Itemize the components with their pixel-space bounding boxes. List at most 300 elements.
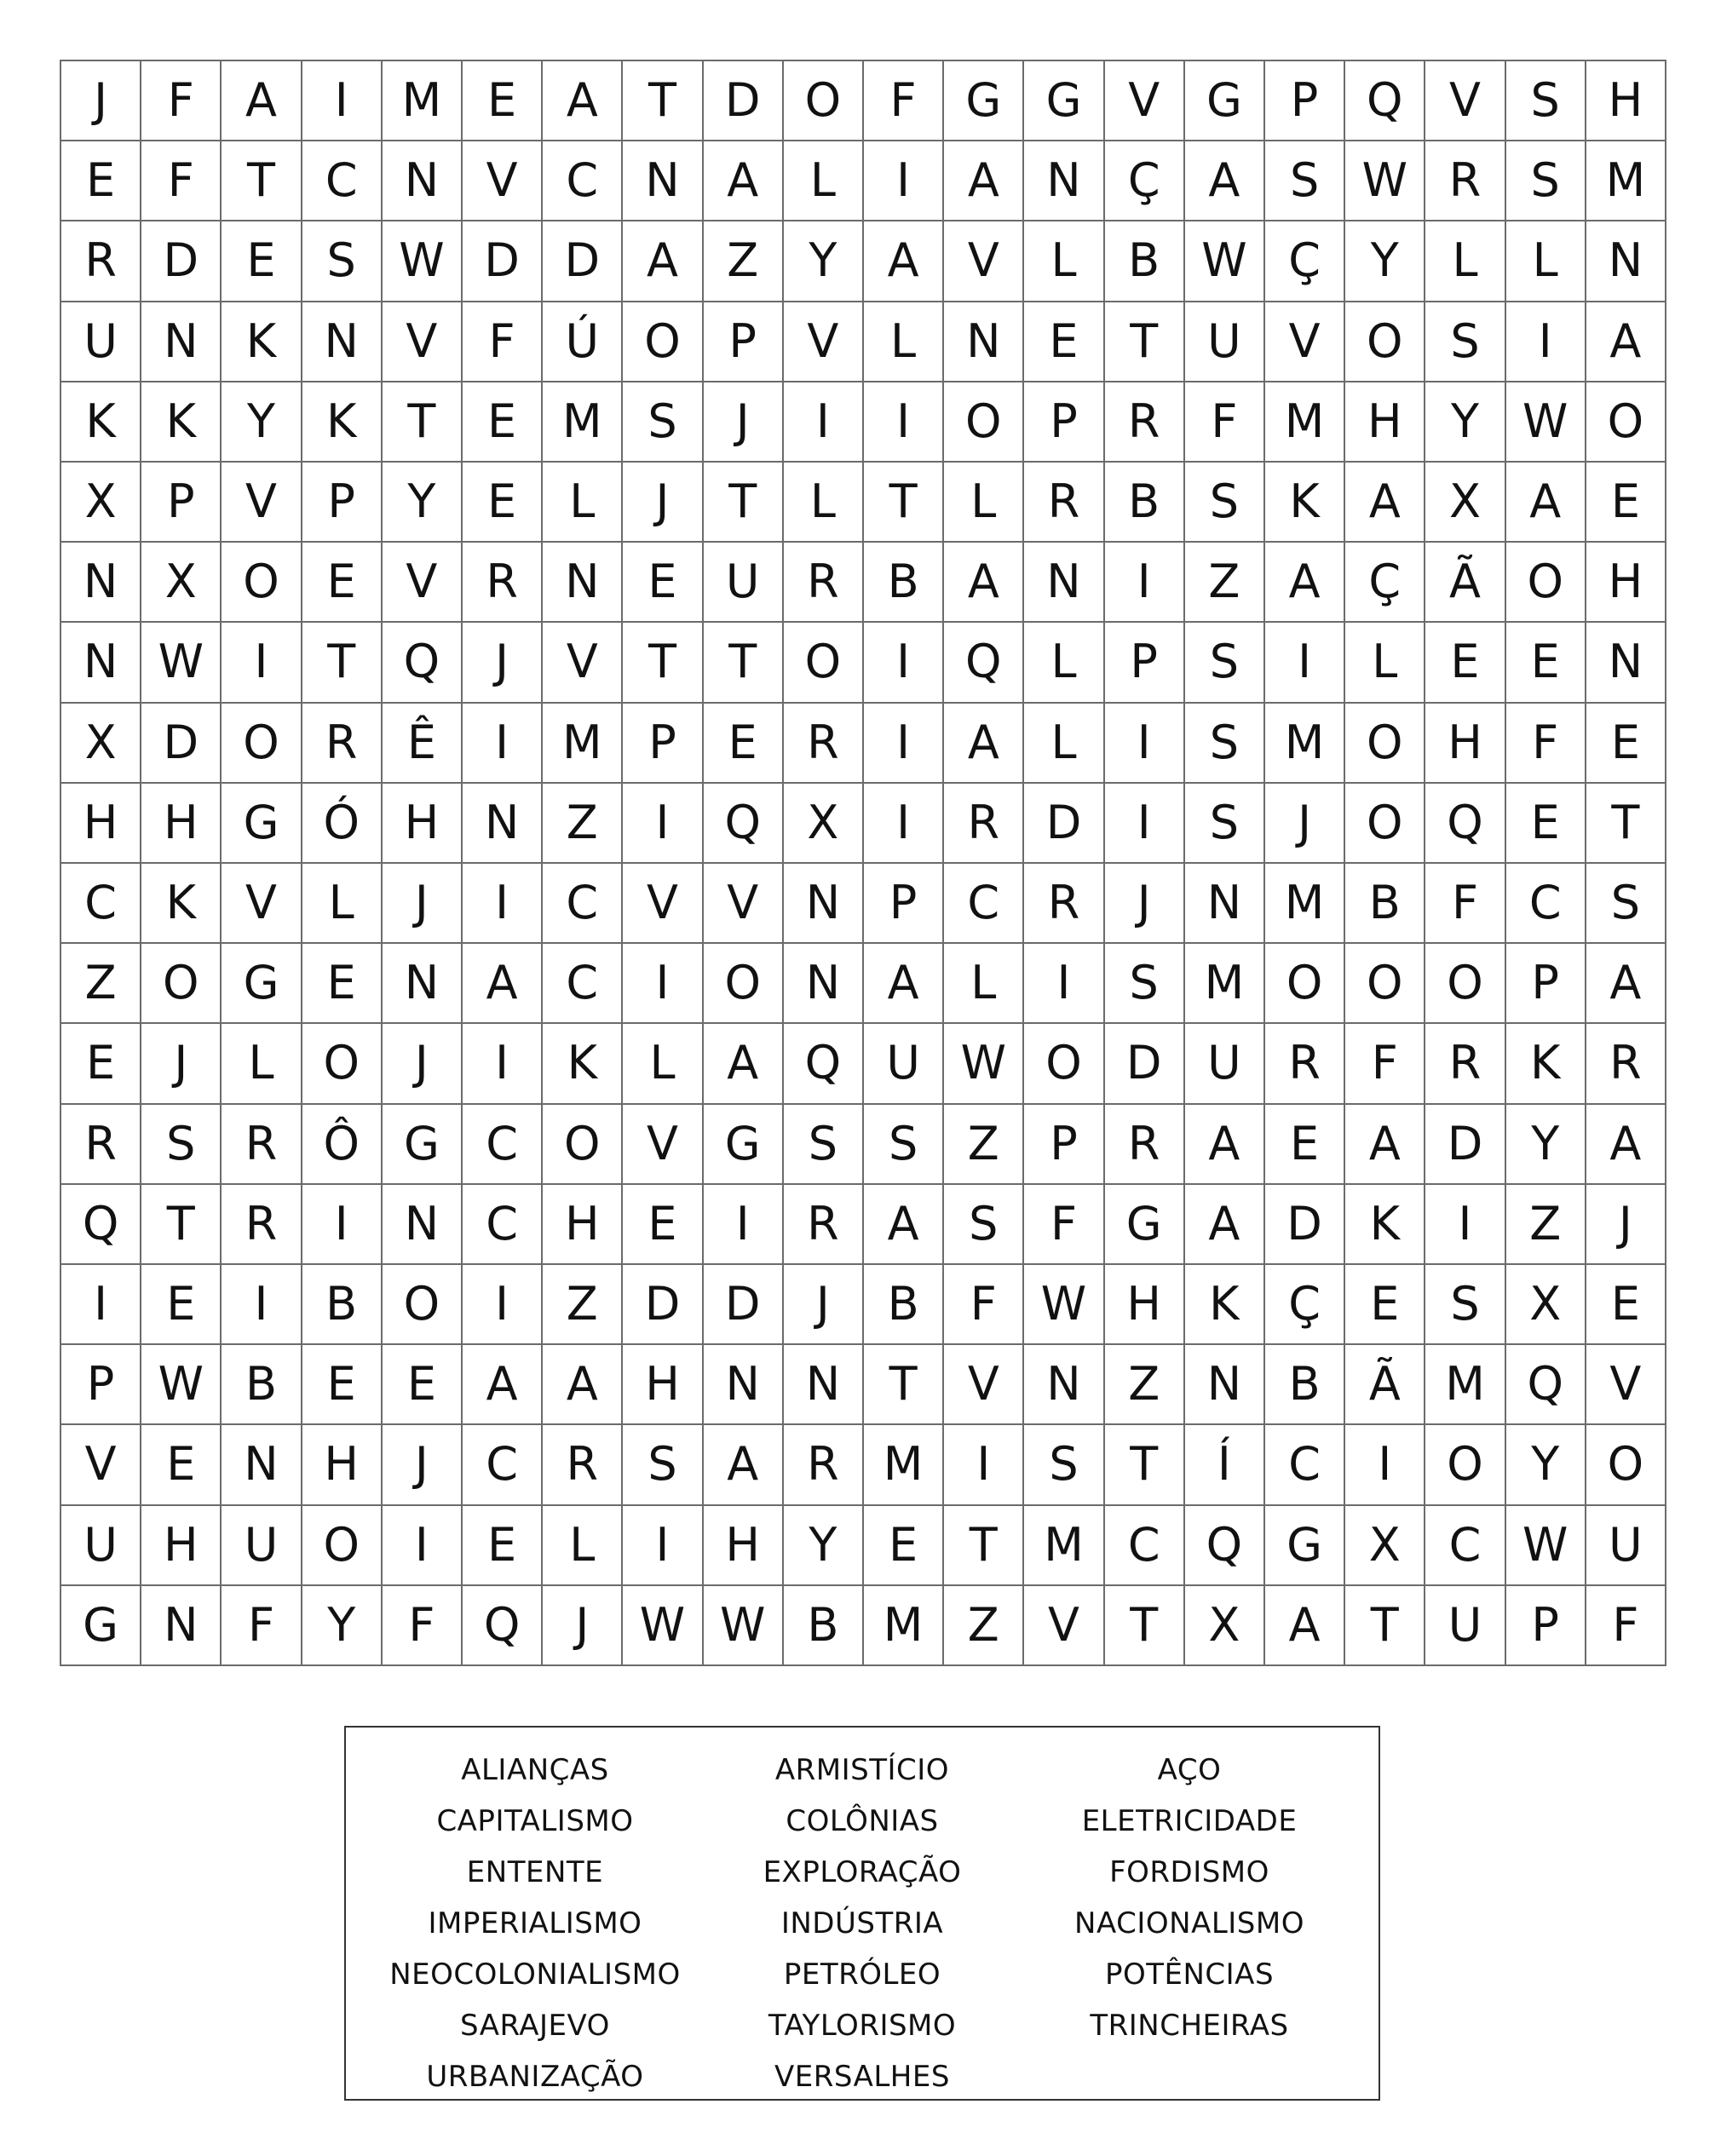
- grid-cell[interactable]: Q: [944, 623, 1024, 703]
- grid-cell[interactable]: I: [944, 1425, 1024, 1505]
- grid-cell[interactable]: E: [704, 704, 784, 784]
- grid-cell[interactable]: E: [463, 61, 543, 141]
- grid-cell[interactable]: L: [944, 944, 1024, 1024]
- grid-cell[interactable]: N: [141, 302, 222, 382]
- grid-cell[interactable]: N: [543, 543, 623, 623]
- grid-cell[interactable]: H: [141, 1506, 222, 1586]
- grid-cell[interactable]: W: [1506, 382, 1586, 463]
- grid-cell[interactable]: S: [944, 1185, 1024, 1265]
- grid-cell[interactable]: S: [1185, 623, 1265, 703]
- grid-cell[interactable]: S: [1506, 141, 1586, 221]
- grid-cell[interactable]: I: [1345, 1425, 1425, 1505]
- grid-cell[interactable]: D: [463, 221, 543, 302]
- grid-cell[interactable]: N: [383, 141, 463, 221]
- grid-cell[interactable]: S: [1105, 944, 1185, 1024]
- grid-cell[interactable]: S: [623, 382, 703, 463]
- grid-cell[interactable]: H: [1105, 1265, 1185, 1345]
- grid-cell[interactable]: N: [383, 944, 463, 1024]
- grid-cell[interactable]: R: [1105, 382, 1185, 463]
- grid-cell[interactable]: E: [302, 1345, 383, 1425]
- grid-cell[interactable]: A: [463, 1345, 543, 1425]
- grid-cell[interactable]: J: [1586, 1185, 1666, 1265]
- grid-cell[interactable]: N: [302, 302, 383, 382]
- grid-cell[interactable]: I: [1105, 784, 1185, 864]
- grid-cell[interactable]: R: [1425, 141, 1505, 221]
- grid-cell[interactable]: V: [383, 302, 463, 382]
- grid-cell[interactable]: N: [784, 944, 864, 1024]
- grid-cell[interactable]: V: [222, 463, 302, 543]
- grid-cell[interactable]: H: [1425, 704, 1505, 784]
- grid-cell[interactable]: V: [1265, 302, 1345, 382]
- grid-cell[interactable]: B: [784, 1586, 864, 1666]
- grid-cell[interactable]: R: [61, 221, 141, 302]
- grid-cell[interactable]: Ç: [1265, 221, 1345, 302]
- grid-cell[interactable]: O: [784, 61, 864, 141]
- grid-cell[interactable]: V: [61, 1425, 141, 1505]
- grid-cell[interactable]: S: [302, 221, 383, 302]
- grid-cell[interactable]: A: [1345, 1105, 1425, 1185]
- grid-cell[interactable]: Q: [463, 1586, 543, 1666]
- grid-cell[interactable]: C: [61, 864, 141, 944]
- grid-cell[interactable]: E: [141, 1265, 222, 1345]
- grid-cell[interactable]: D: [1105, 1024, 1185, 1104]
- grid-cell[interactable]: T: [623, 61, 703, 141]
- grid-cell[interactable]: V: [944, 1345, 1024, 1425]
- grid-cell[interactable]: H: [302, 1425, 383, 1505]
- grid-cell[interactable]: A: [704, 1425, 784, 1505]
- grid-cell[interactable]: S: [1425, 302, 1505, 382]
- grid-cell[interactable]: O: [302, 1024, 383, 1104]
- grid-cell[interactable]: J: [383, 1024, 463, 1104]
- grid-cell[interactable]: M: [1265, 864, 1345, 944]
- grid-cell[interactable]: Q: [704, 784, 784, 864]
- grid-cell[interactable]: E: [463, 382, 543, 463]
- grid-cell[interactable]: Ç: [1105, 141, 1185, 221]
- grid-cell[interactable]: E: [222, 221, 302, 302]
- grid-cell[interactable]: N: [222, 1425, 302, 1505]
- grid-cell[interactable]: N: [784, 864, 864, 944]
- grid-cell[interactable]: O: [1345, 704, 1425, 784]
- grid-cell[interactable]: P: [61, 1345, 141, 1425]
- grid-cell[interactable]: F: [944, 1265, 1024, 1345]
- grid-cell[interactable]: A: [543, 61, 623, 141]
- grid-cell[interactable]: Z: [543, 784, 623, 864]
- grid-cell[interactable]: N: [944, 302, 1024, 382]
- grid-cell[interactable]: U: [864, 1024, 944, 1104]
- grid-cell[interactable]: E: [61, 141, 141, 221]
- grid-cell[interactable]: U: [222, 1506, 302, 1586]
- grid-cell[interactable]: M: [543, 382, 623, 463]
- grid-cell[interactable]: W: [383, 221, 463, 302]
- grid-cell[interactable]: L: [1345, 623, 1425, 703]
- grid-cell[interactable]: E: [302, 944, 383, 1024]
- grid-cell[interactable]: R: [1024, 463, 1104, 543]
- grid-cell[interactable]: S: [1265, 141, 1345, 221]
- grid-cell[interactable]: P: [623, 704, 703, 784]
- grid-cell[interactable]: P: [864, 864, 944, 944]
- grid-cell[interactable]: C: [1425, 1506, 1505, 1586]
- grid-cell[interactable]: P: [1506, 944, 1586, 1024]
- grid-cell[interactable]: I: [704, 1185, 784, 1265]
- grid-cell[interactable]: I: [623, 944, 703, 1024]
- grid-cell[interactable]: I: [222, 1265, 302, 1345]
- grid-cell[interactable]: F: [1345, 1024, 1425, 1104]
- grid-cell[interactable]: O: [141, 944, 222, 1024]
- grid-cell[interactable]: F: [864, 61, 944, 141]
- grid-cell[interactable]: F: [1185, 382, 1265, 463]
- grid-cell[interactable]: O: [1425, 944, 1505, 1024]
- grid-cell[interactable]: V: [623, 1105, 703, 1185]
- grid-cell[interactable]: P: [704, 302, 784, 382]
- grid-cell[interactable]: Q: [1185, 1506, 1265, 1586]
- grid-cell[interactable]: Ê: [383, 704, 463, 784]
- grid-cell[interactable]: C: [1105, 1506, 1185, 1586]
- grid-cell[interactable]: Í: [1185, 1425, 1265, 1505]
- grid-cell[interactable]: S: [784, 1105, 864, 1185]
- grid-cell[interactable]: T: [1105, 302, 1185, 382]
- grid-cell[interactable]: R: [222, 1185, 302, 1265]
- grid-cell[interactable]: P: [141, 463, 222, 543]
- grid-cell[interactable]: N: [1024, 1345, 1104, 1425]
- grid-cell[interactable]: O: [1345, 302, 1425, 382]
- grid-cell[interactable]: T: [1105, 1586, 1185, 1666]
- grid-cell[interactable]: J: [383, 864, 463, 944]
- grid-cell[interactable]: H: [543, 1185, 623, 1265]
- grid-cell[interactable]: E: [864, 1506, 944, 1586]
- grid-cell[interactable]: A: [623, 221, 703, 302]
- grid-cell[interactable]: M: [1425, 1345, 1505, 1425]
- grid-cell[interactable]: N: [1586, 623, 1666, 703]
- grid-cell[interactable]: Y: [222, 382, 302, 463]
- grid-cell[interactable]: Q: [383, 623, 463, 703]
- grid-cell[interactable]: Z: [61, 944, 141, 1024]
- grid-cell[interactable]: V: [1425, 61, 1505, 141]
- grid-cell[interactable]: U: [704, 543, 784, 623]
- grid-cell[interactable]: X: [1345, 1506, 1425, 1586]
- grid-cell[interactable]: D: [704, 1265, 784, 1345]
- grid-cell[interactable]: K: [61, 382, 141, 463]
- grid-cell[interactable]: Ó: [302, 784, 383, 864]
- grid-cell[interactable]: Y: [784, 221, 864, 302]
- grid-cell[interactable]: Z: [704, 221, 784, 302]
- grid-cell[interactable]: U: [1185, 302, 1265, 382]
- grid-cell[interactable]: O: [1425, 1425, 1505, 1505]
- grid-cell[interactable]: L: [784, 141, 864, 221]
- grid-cell[interactable]: Z: [944, 1586, 1024, 1666]
- grid-cell[interactable]: V: [784, 302, 864, 382]
- grid-cell[interactable]: F: [383, 1586, 463, 1666]
- grid-cell[interactable]: K: [1185, 1265, 1265, 1345]
- grid-cell[interactable]: R: [543, 1425, 623, 1505]
- grid-cell[interactable]: A: [1345, 463, 1425, 543]
- grid-cell[interactable]: H: [623, 1345, 703, 1425]
- grid-cell[interactable]: O: [222, 543, 302, 623]
- grid-cell[interactable]: I: [302, 1185, 383, 1265]
- grid-cell[interactable]: X: [1506, 1265, 1586, 1345]
- grid-cell[interactable]: W: [141, 1345, 222, 1425]
- grid-cell[interactable]: L: [864, 302, 944, 382]
- grid-cell[interactable]: I: [864, 784, 944, 864]
- grid-cell[interactable]: A: [222, 61, 302, 141]
- grid-cell[interactable]: F: [1425, 864, 1505, 944]
- grid-cell[interactable]: W: [1506, 1506, 1586, 1586]
- grid-cell[interactable]: C: [543, 944, 623, 1024]
- grid-cell[interactable]: E: [1506, 784, 1586, 864]
- grid-cell[interactable]: P: [1024, 1105, 1104, 1185]
- grid-cell[interactable]: Q: [61, 1185, 141, 1265]
- grid-cell[interactable]: N: [61, 623, 141, 703]
- grid-cell[interactable]: M: [543, 704, 623, 784]
- grid-cell[interactable]: K: [222, 302, 302, 382]
- grid-cell[interactable]: I: [864, 382, 944, 463]
- grid-cell[interactable]: T: [704, 623, 784, 703]
- grid-cell[interactable]: H: [383, 784, 463, 864]
- grid-cell[interactable]: R: [784, 543, 864, 623]
- grid-cell[interactable]: E: [1586, 1265, 1666, 1345]
- grid-cell[interactable]: N: [1024, 543, 1104, 623]
- grid-cell[interactable]: A: [944, 543, 1024, 623]
- grid-cell[interactable]: Y: [1425, 382, 1505, 463]
- grid-cell[interactable]: I: [864, 141, 944, 221]
- grid-cell[interactable]: J: [704, 382, 784, 463]
- grid-cell[interactable]: T: [1105, 1425, 1185, 1505]
- grid-cell[interactable]: P: [1265, 61, 1345, 141]
- grid-cell[interactable]: Y: [1345, 221, 1425, 302]
- grid-cell[interactable]: I: [623, 784, 703, 864]
- grid-cell[interactable]: X: [1425, 463, 1505, 543]
- grid-cell[interactable]: C: [543, 864, 623, 944]
- grid-cell[interactable]: F: [141, 141, 222, 221]
- grid-cell[interactable]: B: [1345, 864, 1425, 944]
- grid-cell[interactable]: E: [383, 1345, 463, 1425]
- grid-cell[interactable]: G: [1024, 61, 1104, 141]
- grid-cell[interactable]: N: [1024, 141, 1104, 221]
- grid-cell[interactable]: C: [543, 141, 623, 221]
- grid-cell[interactable]: O: [1265, 944, 1345, 1024]
- grid-cell[interactable]: I: [302, 61, 383, 141]
- grid-cell[interactable]: K: [543, 1024, 623, 1104]
- grid-cell[interactable]: R: [1425, 1024, 1505, 1104]
- grid-cell[interactable]: F: [1586, 1586, 1666, 1666]
- grid-cell[interactable]: T: [302, 623, 383, 703]
- grid-cell[interactable]: T: [1586, 784, 1666, 864]
- grid-cell[interactable]: M: [1024, 1506, 1104, 1586]
- grid-cell[interactable]: O: [1586, 382, 1666, 463]
- grid-cell[interactable]: E: [463, 1506, 543, 1586]
- grid-cell[interactable]: A: [1265, 543, 1345, 623]
- grid-cell[interactable]: P: [1105, 623, 1185, 703]
- grid-cell[interactable]: Z: [1506, 1185, 1586, 1265]
- grid-cell[interactable]: P: [1506, 1586, 1586, 1666]
- grid-cell[interactable]: D: [1265, 1185, 1345, 1265]
- grid-cell[interactable]: P: [1024, 382, 1104, 463]
- grid-cell[interactable]: M: [1185, 944, 1265, 1024]
- grid-cell[interactable]: S: [1185, 463, 1265, 543]
- grid-cell[interactable]: R: [784, 704, 864, 784]
- grid-cell[interactable]: K: [1345, 1185, 1425, 1265]
- grid-cell[interactable]: H: [704, 1506, 784, 1586]
- grid-cell[interactable]: J: [141, 1024, 222, 1104]
- grid-cell[interactable]: W: [623, 1586, 703, 1666]
- grid-cell[interactable]: Z: [1185, 543, 1265, 623]
- grid-cell[interactable]: I: [623, 1506, 703, 1586]
- grid-cell[interactable]: L: [222, 1024, 302, 1104]
- grid-cell[interactable]: O: [784, 623, 864, 703]
- grid-cell[interactable]: X: [61, 463, 141, 543]
- grid-cell[interactable]: I: [1024, 944, 1104, 1024]
- grid-cell[interactable]: Y: [1506, 1105, 1586, 1185]
- grid-cell[interactable]: M: [864, 1586, 944, 1666]
- grid-cell[interactable]: Q: [784, 1024, 864, 1104]
- grid-cell[interactable]: H: [141, 784, 222, 864]
- grid-cell[interactable]: C: [944, 864, 1024, 944]
- grid-cell[interactable]: O: [543, 1105, 623, 1185]
- grid-cell[interactable]: V: [222, 864, 302, 944]
- grid-cell[interactable]: V: [543, 623, 623, 703]
- grid-cell[interactable]: V: [1105, 61, 1185, 141]
- grid-cell[interactable]: U: [1425, 1586, 1505, 1666]
- grid-cell[interactable]: U: [1185, 1024, 1265, 1104]
- grid-cell[interactable]: S: [864, 1105, 944, 1185]
- grid-cell[interactable]: X: [784, 784, 864, 864]
- grid-cell[interactable]: F: [141, 61, 222, 141]
- grid-cell[interactable]: L: [944, 463, 1024, 543]
- grid-cell[interactable]: D: [1024, 784, 1104, 864]
- grid-cell[interactable]: V: [463, 141, 543, 221]
- grid-cell[interactable]: W: [704, 1586, 784, 1666]
- grid-cell[interactable]: Y: [302, 1586, 383, 1666]
- grid-cell[interactable]: G: [61, 1586, 141, 1666]
- grid-cell[interactable]: V: [944, 221, 1024, 302]
- grid-cell[interactable]: H: [1586, 61, 1666, 141]
- grid-cell[interactable]: I: [784, 382, 864, 463]
- grid-cell[interactable]: S: [1586, 864, 1666, 944]
- grid-cell[interactable]: H: [1586, 543, 1666, 623]
- grid-cell[interactable]: I: [1506, 302, 1586, 382]
- grid-cell[interactable]: V: [623, 864, 703, 944]
- grid-cell[interactable]: A: [1586, 1105, 1666, 1185]
- grid-cell[interactable]: Q: [1345, 61, 1425, 141]
- grid-cell[interactable]: L: [1024, 704, 1104, 784]
- grid-cell[interactable]: I: [864, 704, 944, 784]
- grid-cell[interactable]: L: [302, 864, 383, 944]
- grid-cell[interactable]: D: [543, 221, 623, 302]
- grid-cell[interactable]: F: [222, 1586, 302, 1666]
- grid-cell[interactable]: E: [1024, 302, 1104, 382]
- grid-cell[interactable]: C: [463, 1105, 543, 1185]
- grid-cell[interactable]: R: [784, 1425, 864, 1505]
- grid-cell[interactable]: B: [1105, 463, 1185, 543]
- grid-cell[interactable]: M: [1586, 141, 1666, 221]
- grid-cell[interactable]: P: [302, 463, 383, 543]
- grid-cell[interactable]: W: [944, 1024, 1024, 1104]
- grid-cell[interactable]: Z: [1105, 1345, 1185, 1425]
- grid-cell[interactable]: E: [623, 1185, 703, 1265]
- grid-cell[interactable]: K: [1265, 463, 1345, 543]
- grid-cell[interactable]: A: [543, 1345, 623, 1425]
- grid-cell[interactable]: A: [1586, 302, 1666, 382]
- grid-cell[interactable]: V: [1586, 1345, 1666, 1425]
- grid-cell[interactable]: G: [704, 1105, 784, 1185]
- grid-cell[interactable]: F: [1506, 704, 1586, 784]
- grid-cell[interactable]: O: [222, 704, 302, 784]
- grid-cell[interactable]: L: [1425, 221, 1505, 302]
- grid-cell[interactable]: M: [383, 61, 463, 141]
- grid-cell[interactable]: T: [864, 463, 944, 543]
- grid-cell[interactable]: Ã: [1425, 543, 1505, 623]
- grid-cell[interactable]: S: [141, 1105, 222, 1185]
- grid-cell[interactable]: L: [543, 1506, 623, 1586]
- grid-cell[interactable]: O: [1586, 1425, 1666, 1505]
- grid-cell[interactable]: E: [1345, 1265, 1425, 1345]
- grid-cell[interactable]: E: [463, 463, 543, 543]
- grid-cell[interactable]: O: [383, 1265, 463, 1345]
- grid-cell[interactable]: X: [1185, 1586, 1265, 1666]
- grid-cell[interactable]: A: [1185, 1185, 1265, 1265]
- grid-cell[interactable]: V: [383, 543, 463, 623]
- grid-cell[interactable]: I: [864, 623, 944, 703]
- grid-cell[interactable]: I: [1105, 543, 1185, 623]
- grid-cell[interactable]: T: [222, 141, 302, 221]
- grid-cell[interactable]: R: [1265, 1024, 1345, 1104]
- grid-cell[interactable]: G: [222, 944, 302, 1024]
- grid-cell[interactable]: G: [383, 1105, 463, 1185]
- grid-cell[interactable]: W: [1345, 141, 1425, 221]
- grid-cell[interactable]: E: [1506, 623, 1586, 703]
- grid-cell[interactable]: G: [944, 61, 1024, 141]
- grid-cell[interactable]: B: [864, 543, 944, 623]
- grid-cell[interactable]: N: [1185, 1345, 1265, 1425]
- grid-cell[interactable]: I: [463, 704, 543, 784]
- grid-cell[interactable]: T: [141, 1185, 222, 1265]
- grid-cell[interactable]: X: [61, 704, 141, 784]
- grid-cell[interactable]: Ç: [1345, 543, 1425, 623]
- grid-cell[interactable]: T: [623, 623, 703, 703]
- grid-cell[interactable]: J: [383, 1425, 463, 1505]
- grid-cell[interactable]: N: [61, 543, 141, 623]
- grid-cell[interactable]: L: [623, 1024, 703, 1104]
- grid-cell[interactable]: B: [864, 1265, 944, 1345]
- grid-cell[interactable]: R: [222, 1105, 302, 1185]
- grid-cell[interactable]: O: [623, 302, 703, 382]
- grid-cell[interactable]: E: [1425, 623, 1505, 703]
- grid-cell[interactable]: B: [1105, 221, 1185, 302]
- grid-cell[interactable]: A: [1506, 463, 1586, 543]
- grid-cell[interactable]: J: [1105, 864, 1185, 944]
- grid-cell[interactable]: Y: [383, 463, 463, 543]
- grid-cell[interactable]: H: [61, 784, 141, 864]
- grid-cell[interactable]: Ô: [302, 1105, 383, 1185]
- grid-cell[interactable]: O: [1345, 784, 1425, 864]
- grid-cell[interactable]: A: [1265, 1586, 1345, 1666]
- grid-cell[interactable]: A: [1185, 141, 1265, 221]
- grid-cell[interactable]: E: [623, 543, 703, 623]
- grid-cell[interactable]: I: [1425, 1185, 1505, 1265]
- grid-cell[interactable]: A: [704, 141, 784, 221]
- grid-cell[interactable]: E: [302, 543, 383, 623]
- grid-cell[interactable]: Z: [543, 1265, 623, 1345]
- grid-cell[interactable]: C: [463, 1425, 543, 1505]
- grid-cell[interactable]: G: [222, 784, 302, 864]
- grid-cell[interactable]: T: [864, 1345, 944, 1425]
- grid-cell[interactable]: S: [1185, 704, 1265, 784]
- grid-cell[interactable]: J: [1265, 784, 1345, 864]
- grid-cell[interactable]: O: [1345, 944, 1425, 1024]
- grid-cell[interactable]: R: [1105, 1105, 1185, 1185]
- grid-cell[interactable]: R: [784, 1185, 864, 1265]
- grid-cell[interactable]: D: [623, 1265, 703, 1345]
- grid-cell[interactable]: V: [1024, 1586, 1104, 1666]
